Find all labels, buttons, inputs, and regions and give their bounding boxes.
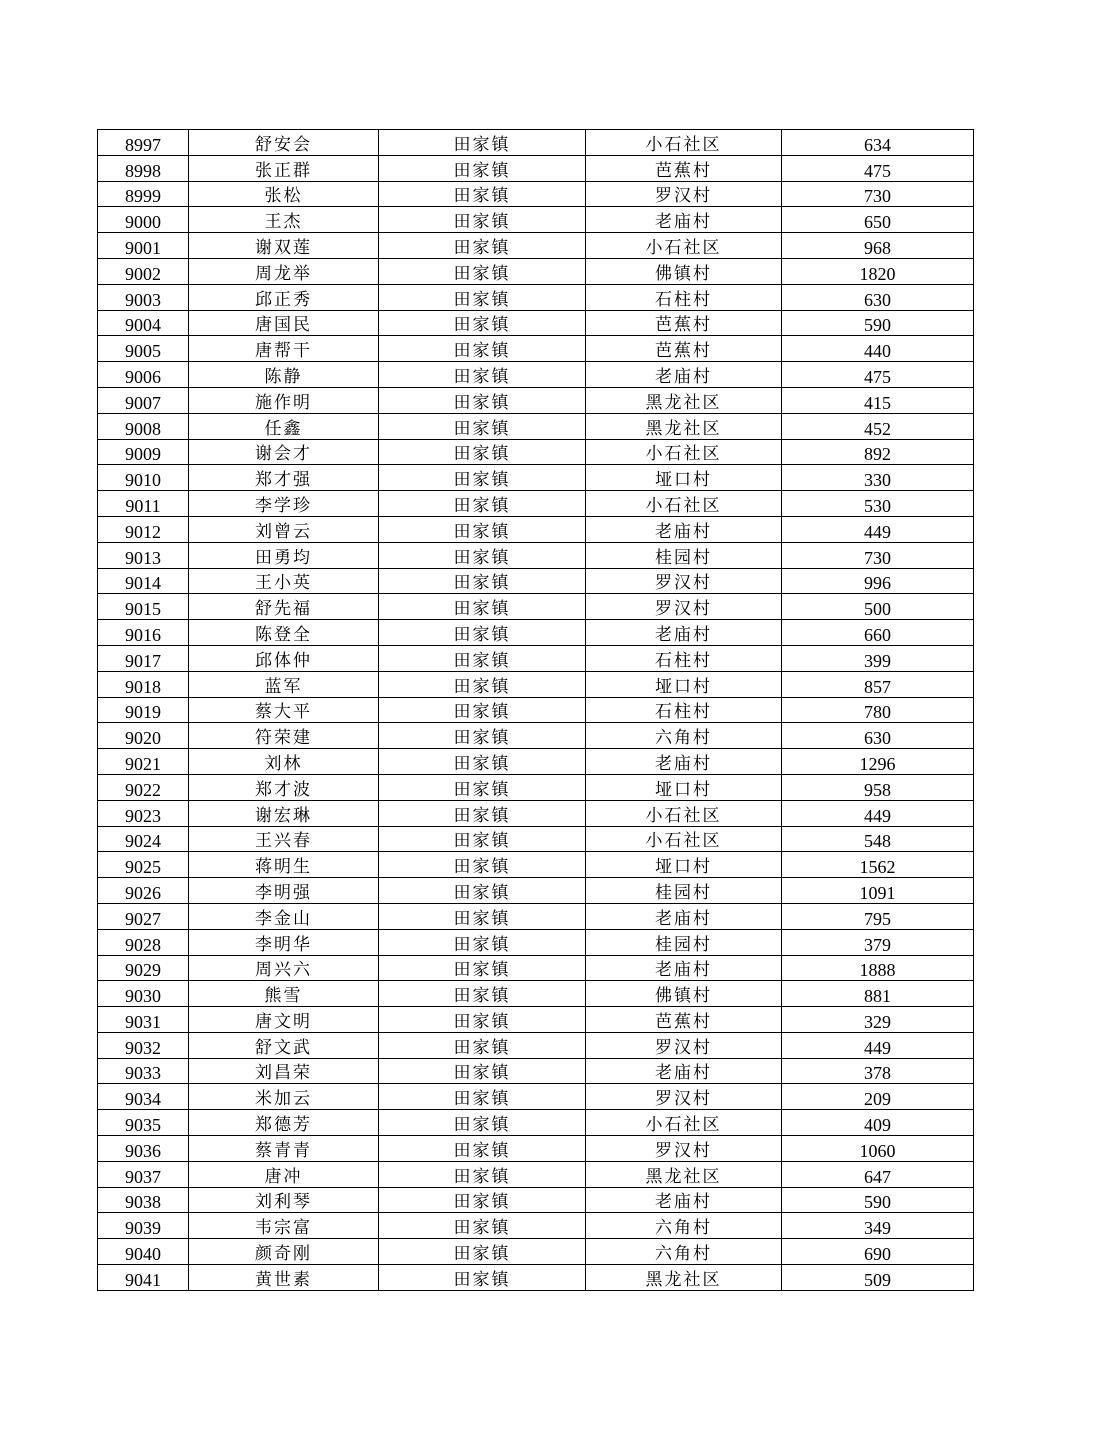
town-cell: 田家镇 (379, 516, 586, 542)
amount-cell: 590 (782, 1187, 974, 1213)
row-number-cell: 9010 (98, 465, 189, 491)
town-cell: 田家镇 (379, 594, 586, 620)
town-cell: 田家镇 (379, 981, 586, 1007)
row-number-cell: 9028 (98, 929, 189, 955)
row-number-cell: 9035 (98, 1110, 189, 1136)
row-number-cell: 9026 (98, 878, 189, 904)
amount-cell: 690 (782, 1239, 974, 1265)
town-cell: 田家镇 (379, 749, 586, 775)
row-number-cell: 9029 (98, 955, 189, 981)
amount-cell: 475 (782, 362, 974, 388)
village-cell: 芭蕉村 (586, 336, 782, 362)
table-row (98, 387, 974, 413)
town-cell: 田家镇 (379, 362, 586, 388)
town-cell: 田家镇 (379, 491, 586, 517)
table-row (98, 981, 974, 1007)
village-cell: 桂园村 (586, 542, 782, 568)
name-cell: 李明华 (189, 929, 379, 955)
table-row (98, 1239, 974, 1265)
town-cell: 田家镇 (379, 697, 586, 723)
village-cell: 小石社区 (586, 439, 782, 465)
row-number-cell: 9034 (98, 1084, 189, 1110)
village-cell: 黑龙社区 (586, 413, 782, 439)
table-row (98, 413, 974, 439)
table-row (98, 671, 974, 697)
row-number-cell: 9033 (98, 1058, 189, 1084)
amount-cell: 509 (782, 1265, 974, 1291)
name-cell: 邱正秀 (189, 284, 379, 310)
village-cell: 垭口村 (586, 671, 782, 697)
name-cell: 谢宏琳 (189, 800, 379, 826)
table-row (98, 749, 974, 775)
village-cell: 罗汉村 (586, 1084, 782, 1110)
town-cell: 田家镇 (379, 1239, 586, 1265)
name-cell: 符荣建 (189, 723, 379, 749)
amount-cell: 449 (782, 516, 974, 542)
town-cell: 田家镇 (379, 723, 586, 749)
village-cell: 小石社区 (586, 1110, 782, 1136)
table-row (98, 1161, 974, 1187)
amount-cell: 730 (782, 181, 974, 207)
village-cell: 老庙村 (586, 516, 782, 542)
village-cell: 小石社区 (586, 233, 782, 259)
town-cell: 田家镇 (379, 284, 586, 310)
village-cell: 垭口村 (586, 852, 782, 878)
row-number-cell: 9014 (98, 568, 189, 594)
amount-cell: 1888 (782, 955, 974, 981)
row-number-cell: 9032 (98, 1032, 189, 1058)
amount-cell: 780 (782, 697, 974, 723)
table-row (98, 878, 974, 904)
row-number-cell: 9012 (98, 516, 189, 542)
table-row (98, 310, 974, 336)
row-number-cell: 9015 (98, 594, 189, 620)
table-row (98, 774, 974, 800)
name-cell: 张正群 (189, 155, 379, 181)
town-cell: 田家镇 (379, 1213, 586, 1239)
village-cell: 老庙村 (586, 620, 782, 646)
table-row (98, 568, 974, 594)
town-cell: 田家镇 (379, 1058, 586, 1084)
name-cell: 周兴六 (189, 955, 379, 981)
village-cell: 六角村 (586, 723, 782, 749)
town-cell: 田家镇 (379, 903, 586, 929)
village-cell: 黑龙社区 (586, 1161, 782, 1187)
amount-cell: 1091 (782, 878, 974, 904)
town-cell: 田家镇 (379, 258, 586, 284)
row-number-cell: 9013 (98, 542, 189, 568)
table-row (98, 1032, 974, 1058)
name-cell: 舒安会 (189, 130, 379, 156)
table-row (98, 1007, 974, 1033)
name-cell: 蒋明生 (189, 852, 379, 878)
table-row (98, 697, 974, 723)
row-number-cell: 9011 (98, 491, 189, 517)
village-cell: 六角村 (586, 1239, 782, 1265)
village-cell: 黑龙社区 (586, 387, 782, 413)
amount-cell: 449 (782, 800, 974, 826)
village-cell: 芭蕉村 (586, 1007, 782, 1033)
table-row (98, 233, 974, 259)
name-cell: 蓝军 (189, 671, 379, 697)
town-cell: 田家镇 (379, 542, 586, 568)
table-row (98, 542, 974, 568)
village-cell: 罗汉村 (586, 1136, 782, 1162)
row-number-cell: 9001 (98, 233, 189, 259)
town-cell: 田家镇 (379, 620, 586, 646)
row-number-cell: 9018 (98, 671, 189, 697)
row-number-cell: 9025 (98, 852, 189, 878)
table-row (98, 1265, 974, 1291)
name-cell: 田勇均 (189, 542, 379, 568)
name-cell: 李金山 (189, 903, 379, 929)
village-cell: 芭蕉村 (586, 155, 782, 181)
town-cell: 田家镇 (379, 800, 586, 826)
amount-cell: 892 (782, 439, 974, 465)
table-row (98, 130, 974, 156)
name-cell: 刘利琴 (189, 1187, 379, 1213)
name-cell: 熊雪 (189, 981, 379, 1007)
village-cell: 老庙村 (586, 749, 782, 775)
table-row (98, 1213, 974, 1239)
name-cell: 陈登全 (189, 620, 379, 646)
town-cell: 田家镇 (379, 387, 586, 413)
table-row (98, 955, 974, 981)
village-cell: 老庙村 (586, 362, 782, 388)
town-cell: 田家镇 (379, 1032, 586, 1058)
village-cell: 垭口村 (586, 465, 782, 491)
name-cell: 谢双莲 (189, 233, 379, 259)
table-row (98, 258, 974, 284)
amount-cell: 449 (782, 1032, 974, 1058)
name-cell: 刘昌荣 (189, 1058, 379, 1084)
name-cell: 郑德芳 (189, 1110, 379, 1136)
amount-cell: 500 (782, 594, 974, 620)
town-cell: 田家镇 (379, 336, 586, 362)
row-number-cell: 9008 (98, 413, 189, 439)
row-number-cell: 8997 (98, 130, 189, 156)
record-table (97, 129, 974, 1291)
village-cell: 老庙村 (586, 207, 782, 233)
amount-cell: 399 (782, 645, 974, 671)
row-number-cell: 9036 (98, 1136, 189, 1162)
amount-cell: 650 (782, 207, 974, 233)
village-cell: 垭口村 (586, 774, 782, 800)
village-cell: 小石社区 (586, 800, 782, 826)
table-row (98, 491, 974, 517)
table-row (98, 362, 974, 388)
name-cell: 施作明 (189, 387, 379, 413)
table-row (98, 1084, 974, 1110)
table-row (98, 723, 974, 749)
village-cell: 罗汉村 (586, 568, 782, 594)
amount-cell: 660 (782, 620, 974, 646)
village-cell: 小石社区 (586, 826, 782, 852)
name-cell: 王兴春 (189, 826, 379, 852)
name-cell: 唐国民 (189, 310, 379, 336)
town-cell: 田家镇 (379, 1007, 586, 1033)
table-row (98, 516, 974, 542)
town-cell: 田家镇 (379, 645, 586, 671)
name-cell: 蔡青青 (189, 1136, 379, 1162)
row-number-cell: 9027 (98, 903, 189, 929)
town-cell: 田家镇 (379, 465, 586, 491)
town-cell: 田家镇 (379, 207, 586, 233)
village-cell: 石柱村 (586, 284, 782, 310)
name-cell: 李学珍 (189, 491, 379, 517)
table-row (98, 439, 974, 465)
amount-cell: 452 (782, 413, 974, 439)
name-cell: 舒文武 (189, 1032, 379, 1058)
town-cell: 田家镇 (379, 1084, 586, 1110)
name-cell: 陈静 (189, 362, 379, 388)
table-row (98, 1187, 974, 1213)
amount-cell: 647 (782, 1161, 974, 1187)
village-cell: 石柱村 (586, 645, 782, 671)
name-cell: 颜奇刚 (189, 1239, 379, 1265)
table-row (98, 645, 974, 671)
name-cell: 邱体仲 (189, 645, 379, 671)
name-cell: 王小英 (189, 568, 379, 594)
town-cell: 田家镇 (379, 955, 586, 981)
table-row (98, 800, 974, 826)
town-cell: 田家镇 (379, 413, 586, 439)
name-cell: 王杰 (189, 207, 379, 233)
name-cell: 李明强 (189, 878, 379, 904)
table-row (98, 1110, 974, 1136)
village-cell: 小石社区 (586, 491, 782, 517)
row-number-cell: 8998 (98, 155, 189, 181)
name-cell: 黄世素 (189, 1265, 379, 1291)
row-number-cell: 9041 (98, 1265, 189, 1291)
row-number-cell: 9020 (98, 723, 189, 749)
town-cell: 田家镇 (379, 774, 586, 800)
row-number-cell: 9040 (98, 1239, 189, 1265)
name-cell: 刘林 (189, 749, 379, 775)
town-cell: 田家镇 (379, 1187, 586, 1213)
amount-cell: 795 (782, 903, 974, 929)
name-cell: 舒先福 (189, 594, 379, 620)
row-number-cell: 9005 (98, 336, 189, 362)
village-cell: 老庙村 (586, 955, 782, 981)
town-cell: 田家镇 (379, 130, 586, 156)
town-cell: 田家镇 (379, 568, 586, 594)
row-number-cell: 9024 (98, 826, 189, 852)
row-number-cell: 8999 (98, 181, 189, 207)
row-number-cell: 9039 (98, 1213, 189, 1239)
amount-cell: 590 (782, 310, 974, 336)
town-cell: 田家镇 (379, 155, 586, 181)
record-table-body (98, 130, 974, 1291)
amount-cell: 409 (782, 1110, 974, 1136)
table-row (98, 465, 974, 491)
amount-cell: 209 (782, 1084, 974, 1110)
amount-cell: 730 (782, 542, 974, 568)
row-number-cell: 9002 (98, 258, 189, 284)
table-row (98, 903, 974, 929)
row-number-cell: 9007 (98, 387, 189, 413)
name-cell: 周龙举 (189, 258, 379, 284)
table-row (98, 1136, 974, 1162)
amount-cell: 475 (782, 155, 974, 181)
row-number-cell: 9037 (98, 1161, 189, 1187)
row-number-cell: 9030 (98, 981, 189, 1007)
row-number-cell: 9022 (98, 774, 189, 800)
village-cell: 罗汉村 (586, 594, 782, 620)
row-number-cell: 9003 (98, 284, 189, 310)
amount-cell: 968 (782, 233, 974, 259)
village-cell: 桂园村 (586, 878, 782, 904)
row-number-cell: 9023 (98, 800, 189, 826)
amount-cell: 349 (782, 1213, 974, 1239)
village-cell: 石柱村 (586, 697, 782, 723)
row-number-cell: 9019 (98, 697, 189, 723)
town-cell: 田家镇 (379, 852, 586, 878)
amount-cell: 630 (782, 723, 974, 749)
row-number-cell: 9000 (98, 207, 189, 233)
village-cell: 罗汉村 (586, 181, 782, 207)
table-row (98, 181, 974, 207)
town-cell: 田家镇 (379, 310, 586, 336)
village-cell: 芭蕉村 (586, 310, 782, 336)
amount-cell: 378 (782, 1058, 974, 1084)
town-cell: 田家镇 (379, 1136, 586, 1162)
name-cell: 蔡大平 (189, 697, 379, 723)
table-row (98, 826, 974, 852)
amount-cell: 958 (782, 774, 974, 800)
town-cell: 田家镇 (379, 878, 586, 904)
name-cell: 张松 (189, 181, 379, 207)
village-cell: 黑龙社区 (586, 1265, 782, 1291)
town-cell: 田家镇 (379, 233, 586, 259)
name-cell: 唐冲 (189, 1161, 379, 1187)
village-cell: 佛镇村 (586, 258, 782, 284)
name-cell: 任鑫 (189, 413, 379, 439)
town-cell: 田家镇 (379, 826, 586, 852)
name-cell: 郑才强 (189, 465, 379, 491)
name-cell: 谢会才 (189, 439, 379, 465)
table-row (98, 852, 974, 878)
amount-cell: 1820 (782, 258, 974, 284)
amount-cell: 329 (782, 1007, 974, 1033)
table-row (98, 155, 974, 181)
town-cell: 田家镇 (379, 1161, 586, 1187)
amount-cell: 440 (782, 336, 974, 362)
row-number-cell: 9006 (98, 362, 189, 388)
amount-cell: 379 (782, 929, 974, 955)
table-row (98, 1058, 974, 1084)
row-number-cell: 9021 (98, 749, 189, 775)
town-cell: 田家镇 (379, 1265, 586, 1291)
amount-cell: 415 (782, 387, 974, 413)
amount-cell: 1562 (782, 852, 974, 878)
name-cell: 米加云 (189, 1084, 379, 1110)
village-cell: 佛镇村 (586, 981, 782, 1007)
town-cell: 田家镇 (379, 929, 586, 955)
amount-cell: 330 (782, 465, 974, 491)
town-cell: 田家镇 (379, 1110, 586, 1136)
table-row (98, 284, 974, 310)
village-cell: 罗汉村 (586, 1032, 782, 1058)
name-cell: 唐帮干 (189, 336, 379, 362)
village-cell: 老庙村 (586, 1058, 782, 1084)
name-cell: 唐文明 (189, 1007, 379, 1033)
town-cell: 田家镇 (379, 181, 586, 207)
table-row (98, 620, 974, 646)
table-row (98, 207, 974, 233)
row-number-cell: 9004 (98, 310, 189, 336)
village-cell: 桂园村 (586, 929, 782, 955)
row-number-cell: 9031 (98, 1007, 189, 1033)
row-number-cell: 9017 (98, 645, 189, 671)
amount-cell: 530 (782, 491, 974, 517)
row-number-cell: 9038 (98, 1187, 189, 1213)
row-number-cell: 9009 (98, 439, 189, 465)
town-cell: 田家镇 (379, 671, 586, 697)
amount-cell: 996 (782, 568, 974, 594)
amount-cell: 634 (782, 130, 974, 156)
amount-cell: 1060 (782, 1136, 974, 1162)
amount-cell: 857 (782, 671, 974, 697)
table-row (98, 594, 974, 620)
amount-cell: 1296 (782, 749, 974, 775)
name-cell: 韦宗富 (189, 1213, 379, 1239)
name-cell: 刘曾云 (189, 516, 379, 542)
amount-cell: 548 (782, 826, 974, 852)
table-row (98, 929, 974, 955)
village-cell: 小石社区 (586, 130, 782, 156)
village-cell: 老庙村 (586, 903, 782, 929)
amount-cell: 881 (782, 981, 974, 1007)
row-number-cell: 9016 (98, 620, 189, 646)
village-cell: 六角村 (586, 1213, 782, 1239)
town-cell: 田家镇 (379, 439, 586, 465)
amount-cell: 630 (782, 284, 974, 310)
table-row (98, 336, 974, 362)
name-cell: 郑才波 (189, 774, 379, 800)
village-cell: 老庙村 (586, 1187, 782, 1213)
